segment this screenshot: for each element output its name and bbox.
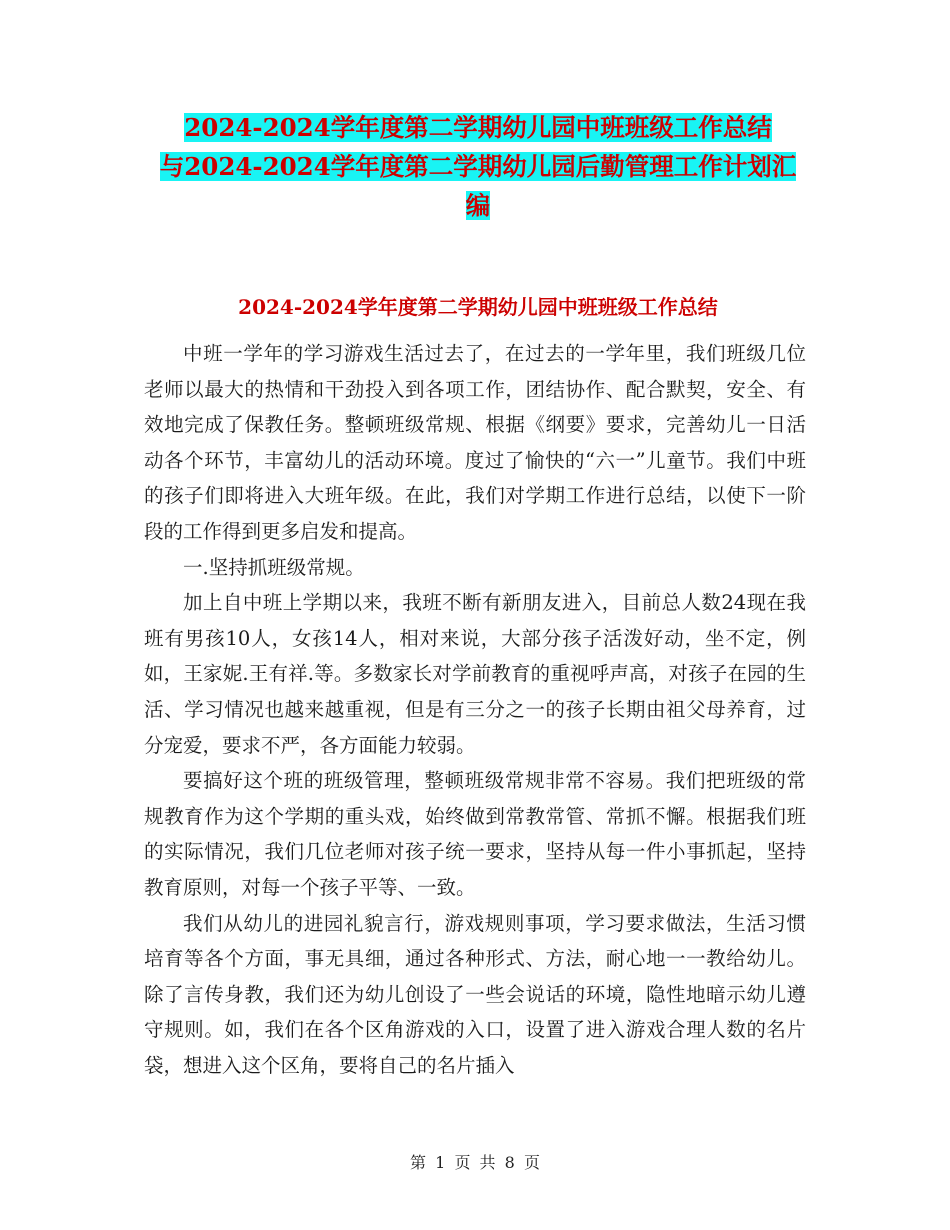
footer-label-middle: 页 (454, 1153, 471, 1172)
document-title-line-3: 编 (465, 191, 491, 220)
footer-page-total: 8 (504, 1153, 515, 1172)
paragraph-rules-education: 我们从幼儿的进园礼貌言行，游戏规则事项，学习要求做法，生活习惯培育等各个方面，事无具细，通过各种形式、方法，耐心地一一教给幼儿。除了言传身教，我们还为幼儿创设了一些会说话的环境，隐性地暗示幼儿遵守规则。如，我们在各个区角游戏的入口，设置了进入游戏合理人数的名片袋，想进入这个区角，要将自己的名片插入 (144, 911, 806, 1077)
section-title: 2024-2024学年度第二学期幼儿园中班班级工作总结 (238, 295, 718, 319)
footer-label-total-prefix: 共 (479, 1153, 496, 1172)
document-title (144, 108, 812, 225)
document-title-line-2: 与2024-2024学年度第二学期幼儿园后勤管理工作计划汇 (159, 152, 797, 181)
paragraph-class-profile: 加上自中班上学期以来，我班不断有新朋友进入，目前总人数24现在我班有男孩10人，女孩14人，相对来说，大部分孩子活泼好动，坐不定，例如，王家妮.王有祥.等。多数家长对学前教育的重视呼声高，对孩子在园的生活、学习情况也越来越重视，但是有三分之一的孩子长期由祖父母养育，过分宠爱，要求不严，各方面能力较弱。 (144, 591, 806, 757)
document-title-line-1: 2024-2024学年度第二学期幼儿园中班班级工作总结 (184, 113, 772, 142)
paragraph-heading-1: 一.坚持抓班级常规。 (183, 555, 365, 579)
footer-page-current: 1 (435, 1153, 446, 1172)
paragraph-intro: 中班一学年的学习游戏生活过去了，在过去的一学年里，我们班级几位老师以最大的热情和干劲投入到各项工作，团结协作、配合默契，安全、有效地完成了保教任务。整顿班级常规、根据《纲要》要求，完善幼儿一日活动各个环节，丰富幼儿的活动环境。度过了愉快的“六一”儿童节。我们中班的孩子们即将进入大班年级。在此，我们对学期工作进行总结，以使下一阶段的工作得到更多启发和提高。 (144, 342, 806, 543)
footer-label-prefix: 第 (410, 1153, 427, 1172)
document-body (144, 336, 806, 1083)
paragraph-class-management: 要搞好这个班的班级管理，整顿班级常规非常不容易。我们把班级的常规教育作为这个学期的重头戏，始终做到常教常管、常抓不懈。根据我们班的实际情况，我们几位老师对孩子统一要求，坚持从每一件小事抓起，坚持教育原则，对每一个孩子平等、一致。 (144, 769, 806, 899)
footer-label-suffix: 页 (523, 1153, 540, 1172)
page-footer (0, 1152, 950, 1174)
